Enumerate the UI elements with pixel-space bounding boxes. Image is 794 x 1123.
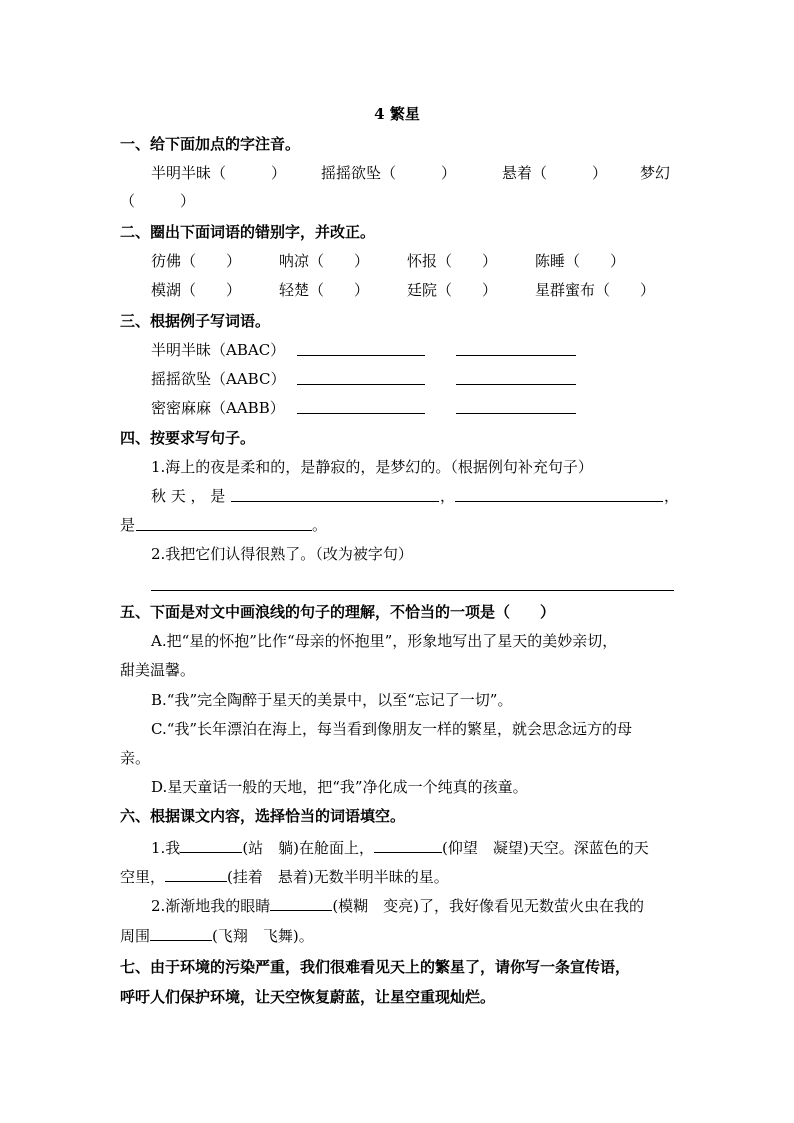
s3-answer-line[interactable] (297, 355, 425, 356)
s3-example-2: 摇摇欲坠（AABC） (151, 370, 286, 388)
s4-comma: ， (440, 487, 456, 505)
s6-line-1: 1.我 (站 躺)在舱面上， (仰望 凝望)天空。深蓝色的天 (151, 839, 649, 857)
page-title: 4 繁星 (374, 105, 420, 123)
s2-r1-item-3: 怀报（ ） (407, 252, 498, 270)
section-6-heading: 六、根据课文内容，选择恰当的词语填空。 (120, 807, 406, 825)
s5-option-c-cont: 亲。 (120, 749, 151, 767)
s6-blank[interactable] (165, 867, 227, 882)
s5-option-b: B.“我”完全陶醉于星天的美景中，以至“忘记了一切”。 (151, 691, 513, 709)
s1-item-3: 悬着（ ） (502, 164, 608, 182)
s5-option-d: D.星天童话一般的天地，把“我”净化成一个纯真的孩童。 (151, 778, 528, 796)
s3-answer-line[interactable] (456, 355, 576, 356)
s2-r1-item-1: 彷佛（ ） (151, 252, 242, 270)
s6-line-3: 2.渐渐地我的眼睛 (模糊 变亮)了，我好像看见无数萤火虫在我的 (151, 897, 645, 915)
s3-answer-line[interactable] (297, 384, 425, 385)
s1-item-2: 摇摇欲坠（ ） (321, 164, 457, 182)
s4-answer-line[interactable] (231, 501, 439, 502)
s4-q1: 1.海上的夜是柔和的，是静寂的，是梦幻的。（根据例句补充句子） (151, 458, 593, 476)
s3-answer-line[interactable] (456, 413, 576, 414)
s4-answer-line[interactable] (136, 530, 312, 531)
s3-example-1: 半明半昧（ABAC） (151, 341, 286, 359)
s2-r2-item-1: 模湖（ ） (151, 281, 242, 299)
s4-q2-answer-line[interactable] (151, 590, 674, 591)
s6-line-4: 周围 (飞翔 飞舞)。 (120, 927, 314, 945)
s3-example-3: 密密麻麻（AABB） (151, 399, 285, 417)
s4-q1b-prefix: 是 (120, 516, 136, 534)
s6-blank[interactable] (180, 838, 242, 853)
s2-r1-item-2: 呐凉（ ） (279, 252, 370, 270)
s6-blank[interactable] (374, 838, 442, 853)
section-7-heading: 七、由于环境的污染严重，我们很难看见天上的繁星了，请你写一条宣传语， (120, 958, 631, 976)
s4-q2: 2.我把它们认得很熟了。（改为被字句） (151, 545, 413, 563)
section-7-heading-cont: 呼吁人们保护环境，让天空恢复蔚蓝，让星空重现灿烂。 (120, 988, 496, 1006)
s2-r2-item-4: 星群蜜布（ ） (535, 281, 656, 299)
s6-blank[interactable] (150, 926, 212, 941)
s1-item-4: 梦幻 (640, 164, 671, 182)
s2-r1-item-4: 陈睡（ ） (535, 252, 626, 270)
s2-r2-item-2: 轻楚（ ） (279, 281, 370, 299)
s4-answer-line[interactable] (455, 501, 663, 502)
s2-r2-item-3: 廷院（ ） (407, 281, 498, 299)
s1-item-4-blank: （ ） (120, 192, 196, 210)
s3-answer-line[interactable] (297, 413, 425, 414)
s5-option-a-cont: 甜美温馨。 (120, 661, 196, 679)
s3-answer-line[interactable] (456, 384, 576, 385)
s6-line-2: 空里， (挂着 悬着)无数半明半昧的星。 (120, 868, 449, 886)
s5-option-c: C.“我”长年漂泊在海上，每当看到像朋友一样的繁星，就会思念远方的母 (151, 720, 633, 738)
s6-blank[interactable] (270, 896, 332, 911)
section-4-heading: 四、按要求写句子。 (120, 429, 256, 447)
s1-item-1: 半明半昧（ ） (151, 164, 287, 182)
s4-comma: ， (664, 487, 680, 505)
section-2-heading: 二、圈出下面词语的错别字，并改正。 (120, 223, 376, 241)
section-1-heading: 一、给下面加点的字注音。 (120, 135, 301, 153)
section-5-heading: 五、下面是对文中画浪线的句子的理解，不恰当的一项是（ ） (120, 603, 556, 621)
s4-period: 。 (312, 516, 328, 534)
s4-q1-prefix: 秋 天 ， 是 (151, 487, 226, 505)
section-3-heading: 三、根据例子写词语。 (120, 312, 271, 330)
s5-option-a: A.把“星的怀抱”比作“母亲的怀抱里”，形象地写出了星天的美妙亲切， (151, 632, 618, 650)
